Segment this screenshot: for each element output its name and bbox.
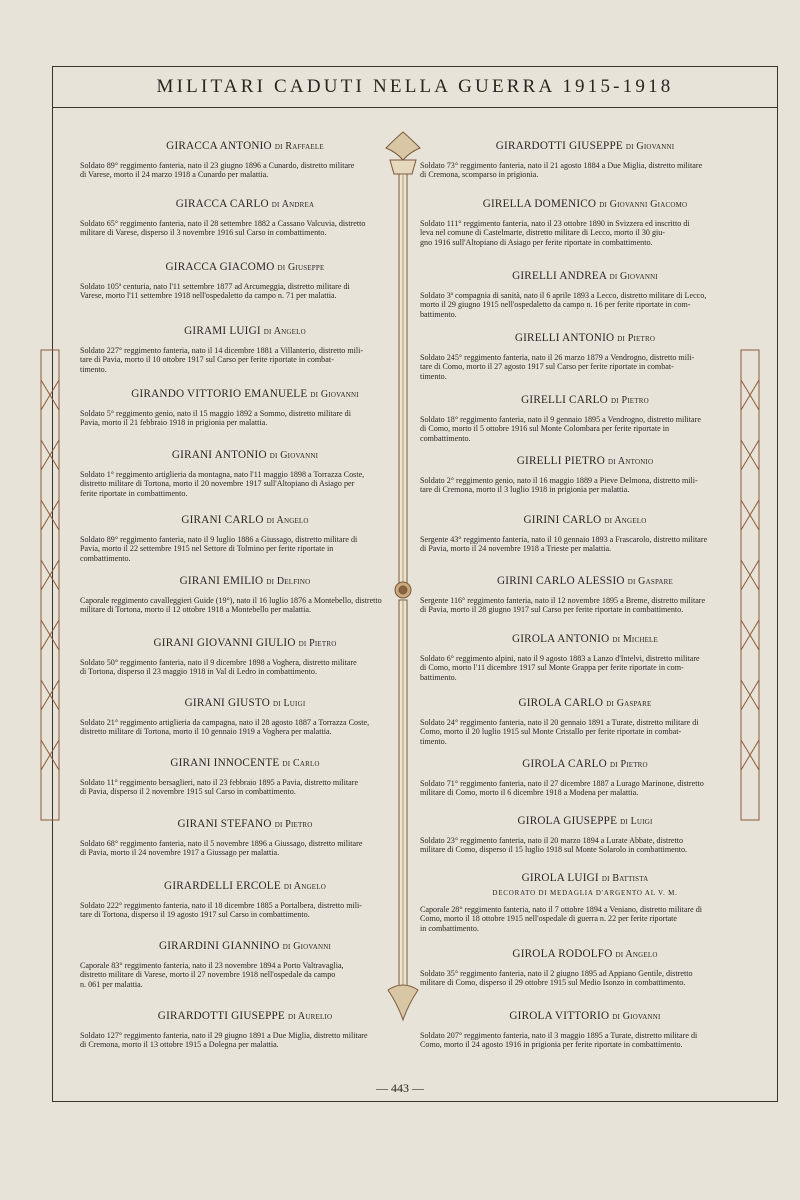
entry-description <box>80 1031 410 1050</box>
page-number: — 443 — <box>376 1081 424 1095</box>
entry-name: GIROLA GIUSEPPE <box>517 815 618 827</box>
left-side-ornament <box>38 340 62 840</box>
entry <box>80 1010 410 1050</box>
desc-line: militare di Como, disperso il 15 luglio 1918 sul Monte Solarolo in combattimento. <box>420 845 688 855</box>
desc-line: distretto militare di Tortona, morto il 10 gennaio 1919 a Voghera per malattia. <box>80 727 332 737</box>
entry-name: GIRANI ANTONIO <box>171 449 267 461</box>
entry <box>80 388 410 428</box>
entry-name: GIRACCA CARLO <box>175 198 269 210</box>
entry-name: GIRARDOTTI GIUSEPPE <box>495 140 623 152</box>
desc-line: Soldato 73° reggimento fanteria, nato il 21 agosto 1884 a Due Miglia, distretto militare <box>420 161 703 170</box>
entry-father: di Angelo <box>266 515 309 526</box>
entry-name: GIROLA CARLO <box>518 697 604 709</box>
entry-description <box>80 282 410 301</box>
entry-name: GIRANI EMILIO <box>179 575 264 587</box>
desc-line: Soldato 127° reggimento fanteria, nato il 29 giugno 1891 a Due Miglia, distretto militare <box>80 1031 368 1040</box>
entry-father: di Gaspare <box>606 698 652 709</box>
entry-name: GIROLA LUIGI <box>521 872 599 884</box>
entry-description <box>420 161 750 180</box>
entry <box>420 394 750 443</box>
desc-line: leva nel comune di Castelmarte, distretto militare di Lecco, morto il 30 giu- <box>420 228 665 238</box>
entry-father: di Giuseppe <box>277 262 325 273</box>
entry-description <box>420 353 750 381</box>
entry-father: di Pietro <box>274 819 313 830</box>
desc-line: timento. <box>420 736 447 746</box>
desc-line: tare di Pavia, morto il 10 ottobre 1917 sul Carso per ferite riportate in combat- <box>80 355 334 365</box>
entry <box>80 637 410 677</box>
entry-description <box>80 470 410 498</box>
desc-line: Como, morto il 18 ottobre 1915 nell'ospedale di guerra n. 22 per ferite riportate <box>420 914 678 924</box>
desc-line: tare di Tortona, disperso il 19 agosto 1917 sul Carso in combattimento. <box>80 910 310 920</box>
page-title: MILITARI CADUTI NELLA GUERRA 1915-1918 <box>156 76 674 97</box>
entry-description <box>420 836 750 855</box>
entry-father: di Pietro <box>617 333 656 344</box>
entry-father: di Pietro <box>610 395 649 406</box>
entry-father: di Gaspare <box>627 576 673 587</box>
desc-line: Soldato 21° reggimento artiglieria da campagna, nato il 28 agosto 1887 a Torrazza Coste, <box>80 718 370 727</box>
entry-father: di Angelo <box>283 881 326 892</box>
desc-line: Soldato 89° reggimento fanteria, nato il 23 giugno 1896 a Cunardo, distretto militare <box>80 161 355 170</box>
desc-line: Soldato 35° reggimento fanteria, nato il 2 giugno 1895 ad Appiano Gentile, distretto <box>420 969 693 978</box>
entry-father: di Giovanni <box>625 141 675 152</box>
entry-father: di Delfino <box>266 576 311 587</box>
desc-line: n. 061 per malattia. <box>80 979 143 989</box>
entry-name: GIRANI STEFANO <box>177 818 272 830</box>
entry-name: GIROLA VITTORIO <box>509 1010 610 1022</box>
entry-description <box>80 596 410 615</box>
entry-father: di Giovanni <box>612 1011 661 1022</box>
entry <box>80 940 410 989</box>
desc-line: distretto militare di Tortona, morto il 20 novembre 1917 sull'Altopiano di Asiago per <box>80 479 355 489</box>
entry-father: di Michele <box>612 634 659 645</box>
desc-line: Soldato 227° reggimento fanteria, nato il 14 dicembre 1881 a Villanterio, distretto mili- <box>80 346 364 355</box>
desc-line: Soldato 207° reggimento fanteria, nato il 3 maggio 1895 a Turate, distretto militare di <box>420 1031 698 1040</box>
desc-line: Soldato 89° reggimento fanteria, nato il 9 luglio 1886 a Giussago, distretto militare di <box>80 535 358 544</box>
entry <box>420 815 750 855</box>
desc-line: Soldato 68° reggimento fanteria, nato il 5 novembre 1896 a Giussago, distretto militare <box>80 839 363 848</box>
entry-name: GIRAMI LUIGI <box>184 325 261 337</box>
entry <box>80 575 410 615</box>
entry-description <box>420 654 750 682</box>
desc-line: militare di Como, disperso il 29 ottobre 1915 sul Medio Isonzo in combattimento. <box>420 978 686 988</box>
entry-description <box>80 535 410 563</box>
desc-line: Soldato 6° reggimento alpini, nato il 9 agosto 1883 a Lanzo d'Intelvi, distretto militare <box>420 654 700 663</box>
desc-line: di Cremona, morto il 13 ottobre 1915 a Dolegna per malattia. <box>80 1040 279 1050</box>
entry-name: GIRELLI ANDREA <box>512 270 607 282</box>
entry-description <box>420 779 750 798</box>
entry-description <box>80 161 410 180</box>
desc-line: di Cremona, scomparso in prigionia. <box>420 170 539 180</box>
entry-father: di Giovanni Giacomo <box>599 199 688 210</box>
desc-line: timento. <box>420 371 447 381</box>
entry-name: GIRINI CARLO ALESSIO <box>497 575 625 587</box>
desc-line: Soldato 65° reggimento fanteria, nato il 28 settembre 1882 a Cassano Valcuvia, distretto <box>80 219 366 228</box>
entry-name: GIRELLI PIETRO <box>516 455 605 467</box>
desc-line: Soldato 71° reggimento fanteria, nato il 27 dicembre 1887 a Lurago Marinone, distretto <box>420 779 704 788</box>
desc-line: distretto militare di Varese, morto il 27 novembre 1918 nell'ospedale da campo <box>80 970 336 980</box>
entry-father: di Pietro <box>609 759 648 770</box>
desc-line: Soldato 245° reggimento fanteria, nato il 26 marzo 1879 a Vendrogno, distretto mili- <box>420 353 695 362</box>
desc-line: Como, morto il 24 agosto 1916 in prigionia per ferite riportate in combattimento. <box>420 1040 683 1050</box>
entry <box>420 633 750 682</box>
entry <box>420 758 750 798</box>
entry-description <box>420 219 750 247</box>
entry-description <box>420 596 750 615</box>
entry <box>420 514 750 554</box>
desc-line: Soldato 3ª compagnia di sanità, nato il 6 aprile 1893 a Lecco, distretto militare di Lecco, <box>420 291 707 300</box>
entry-name: GIROLA ANTONIO <box>511 633 610 645</box>
desc-line: di Pavia, morto il 24 novembre 1918 a Trieste per malattia. <box>420 544 612 554</box>
desc-line: in combattimento. <box>420 923 479 933</box>
entry <box>420 948 750 988</box>
entry <box>80 198 410 238</box>
medal-note: DECORATO DI MEDAGLIA D'ARGENTO AL V. M. <box>492 889 678 897</box>
desc-line: di Pavia, disperso il 2 novembre 1915 sul Carso in combattimento. <box>80 787 296 797</box>
desc-line: di Pavia, morto il 24 novembre 1917 a Giussago per malattia. <box>80 848 280 858</box>
entry-father: di Luigi <box>273 698 306 709</box>
entry-father: di Angelo <box>263 326 306 337</box>
entry-name: GIRANI INNOCENTE <box>170 757 280 769</box>
entry <box>80 261 410 301</box>
entry-description <box>420 291 750 319</box>
entry-name: GIRARDOTTI GIUSEPPE <box>157 1010 285 1022</box>
desc-line: Soldato 24° reggimento fanteria, nato il 20 gennaio 1891 a Turate, distretto militare di <box>420 718 699 727</box>
desc-line: combattimento. <box>80 553 131 563</box>
entry-name: GIRELLI CARLO <box>521 394 608 406</box>
entry-description <box>80 961 410 989</box>
desc-line: Caporale 28° reggimento fanteria, nato il 7 ottobre 1894 a Veniano, distretto militare di <box>420 905 703 914</box>
entry-name: GIRANI GIOVANNI GIULIO <box>153 637 296 649</box>
desc-line: battimento. <box>420 309 457 319</box>
entry <box>420 332 750 381</box>
desc-line: Soldato 50° reggimento fanteria, nato il 9 dicembre 1898 a Voghera, distretto militare <box>80 658 357 667</box>
entry-name: GIRANI GIUSTO <box>184 697 270 709</box>
entry <box>80 514 410 563</box>
entry <box>80 880 410 920</box>
entry-description <box>80 839 410 858</box>
entry-father: di Antonio <box>607 456 654 467</box>
desc-line: Como, morto il 20 luglio 1915 sul Monte Cristallo per ferite riportate in combat- <box>420 727 682 737</box>
desc-line: Soldato 111° reggimento fanteria, nato il 23 ottobre 1890 in Svizzera ed inscritto di <box>420 219 690 228</box>
desc-line: di Varese, morto il 24 marzo 1918 a Cunardo per malattia. <box>80 170 269 180</box>
entry-description <box>420 905 750 933</box>
entry-father: di Angelo <box>615 949 658 960</box>
entry-father: di Giovanni <box>269 450 319 461</box>
entry-description <box>420 718 750 746</box>
desc-line: Pavia, morto il 22 settembre 1915 nel Settore di Tolmino per ferite riportate in <box>80 544 334 554</box>
entry-name: GIROLA RODOLFO <box>512 948 613 960</box>
entry-description <box>80 901 410 920</box>
entry <box>420 575 750 615</box>
entry-description <box>420 535 750 554</box>
entry <box>420 872 750 933</box>
entry-father: di Giovanni <box>282 941 332 952</box>
entry-name: GIRANDO VITTORIO EMANUELE <box>131 388 308 400</box>
entry <box>420 1010 750 1050</box>
desc-line: gno 1916 sull'Altopiano di Asiago per ferite riportate in combattimento. <box>420 237 653 247</box>
entry-father: di Raffaele <box>274 141 324 152</box>
entry <box>420 697 750 746</box>
entry <box>80 757 410 797</box>
entry <box>420 198 750 247</box>
entry-father: di Battista <box>601 873 649 884</box>
entry-description <box>80 219 410 238</box>
desc-line: militare di Varese, disperso il 3 novembre 1916 sul Carso in combattimento. <box>80 228 327 238</box>
desc-line: Soldato 5° reggimento genio, nato il 15 maggio 1892 a Sommo, distretto militare di <box>80 409 351 418</box>
entry-name: GIROLA CARLO <box>522 758 607 770</box>
desc-line: di Como, morto l'11 dicembre 1917 sul Monte Grappa per ferite riportate in com- <box>420 663 684 673</box>
entry-description <box>80 778 410 797</box>
desc-line: militare di Como, morto il 6 dicembre 1918 a Modena per malattia. <box>420 788 639 798</box>
entry-father: di Giovanni <box>609 271 658 282</box>
desc-line: tare di Como, morto il 27 agosto 1917 sul Carso per ferite riportate in combat- <box>420 362 674 372</box>
desc-line: Soldato 105ª centuria, nato l'11 settembre 1877 ad Arcumeggia, distretto militare di <box>80 282 350 291</box>
desc-line: Soldato 1° reggimento artiglieria da montagna, nato l'11 maggio 1898 a Torrazza Coste, <box>80 470 365 479</box>
desc-line: Soldato 11° reggimento bersaglieri, nato il 23 febbraio 1895 a Pavia, distretto militare <box>80 778 359 787</box>
desc-line: militare di Tortona, morto il 12 ottobre 1918 a Montebello per malattia. <box>80 605 312 615</box>
entry-description <box>420 415 750 443</box>
entry-description <box>80 658 410 677</box>
desc-line: tare di Cremona, morto il 3 luglio 1918 in prigionia per malattia. <box>420 485 630 495</box>
entry <box>80 449 410 498</box>
entry-father: di Luigi <box>620 816 653 827</box>
entry-name: GIRARDINI GIANNINO <box>158 940 280 952</box>
entry <box>420 270 750 319</box>
desc-line: Sergente 43° reggimento fanteria, nato il 10 gennaio 1893 a Frascarolo, distretto militare <box>420 535 708 544</box>
entry-father: di Carlo <box>282 758 320 769</box>
desc-line: Soldato 2° reggimento genio, nato il 16 maggio 1889 a Pieve Delmona, distretto mili- <box>420 476 698 485</box>
desc-line: di Tortona, disperso il 23 maggio 1918 in Val di Ledro in combattimento. <box>80 667 317 677</box>
entry-father: di Pietro <box>298 638 337 649</box>
entry-name: GIRARDELLI ERCOLE <box>164 880 281 892</box>
desc-line: battimento. <box>420 672 457 682</box>
entry-description <box>420 969 750 988</box>
desc-line: Pavia, morto il 21 febbraio 1918 in prigionia per malattia. <box>80 418 268 428</box>
entry <box>420 455 750 495</box>
desc-line: Soldato 18° reggimento fanteria, nato il 9 gennaio 1895 a Vendrogno, distretto militare <box>420 415 701 424</box>
desc-line: di Como, morto il 5 ottobre 1916 sul Monte Colombara per ferite riportate in <box>420 424 670 434</box>
desc-line: timento. <box>80 364 107 374</box>
entry-name: GIRELLA DOMENICO <box>482 198 597 210</box>
entry <box>80 325 410 374</box>
desc-line: Soldato 222° reggimento fanteria, nato il 18 dicembre 1885 a Portalbera, distretto mili- <box>80 901 362 910</box>
entry-name: GIRINI CARLO <box>523 514 602 526</box>
entry <box>80 140 410 180</box>
entry <box>420 140 750 180</box>
entry-description <box>80 409 410 428</box>
desc-line: ferite riportate in combattimento. <box>80 488 188 498</box>
entry-description <box>420 476 750 495</box>
desc-line: Sergente 116° reggimento fanteria, nato il 12 novembre 1895 a Breme, distretto militare <box>420 596 706 605</box>
desc-line: Caporale 83° reggimento fanteria, nato il 23 novembre 1894 a Porto Valtravaglia, <box>80 961 344 970</box>
entry-name: GIRANI CARLO <box>181 514 264 526</box>
desc-line: Caporale reggimento cavalleggieri Guide (19°), nato il 16 luglio 1876 a Montebello, distretto <box>80 596 382 605</box>
entry-description <box>80 718 410 737</box>
entry-father: di Andrea <box>271 199 315 210</box>
desc-line: combattimento. <box>420 433 471 443</box>
desc-line: Varese, morto l'11 settembre 1918 nell'ospedaletto da campo n. 71 per malattia. <box>80 291 337 301</box>
entry-description <box>80 346 410 374</box>
entry-father: di Aurelio <box>287 1011 333 1022</box>
header-band <box>53 67 777 108</box>
entry <box>80 818 410 858</box>
entry-father: di Angelo <box>604 515 647 526</box>
desc-line: di Pavia, morto il 28 giugno 1917 sul Carso per ferite riportate in combattimento. <box>420 605 684 615</box>
entry-name: GIRACCA GIACOMO <box>165 261 275 273</box>
desc-line: Soldato 23° reggimento fanteria, nato il 20 marzo 1894 a Lurate Abbate, distretto <box>420 836 684 845</box>
entry-father: di Giovanni <box>310 389 359 400</box>
entry-description <box>420 1031 750 1050</box>
entry-name: GIRACCA ANTONIO <box>166 140 272 152</box>
desc-line: morto il 29 giugno 1915 nell'ospedaletto da campo n. 16 per ferite riportate in com- <box>420 300 691 310</box>
entry-name: GIRELLI ANTONIO <box>514 332 615 344</box>
entry <box>80 697 410 737</box>
